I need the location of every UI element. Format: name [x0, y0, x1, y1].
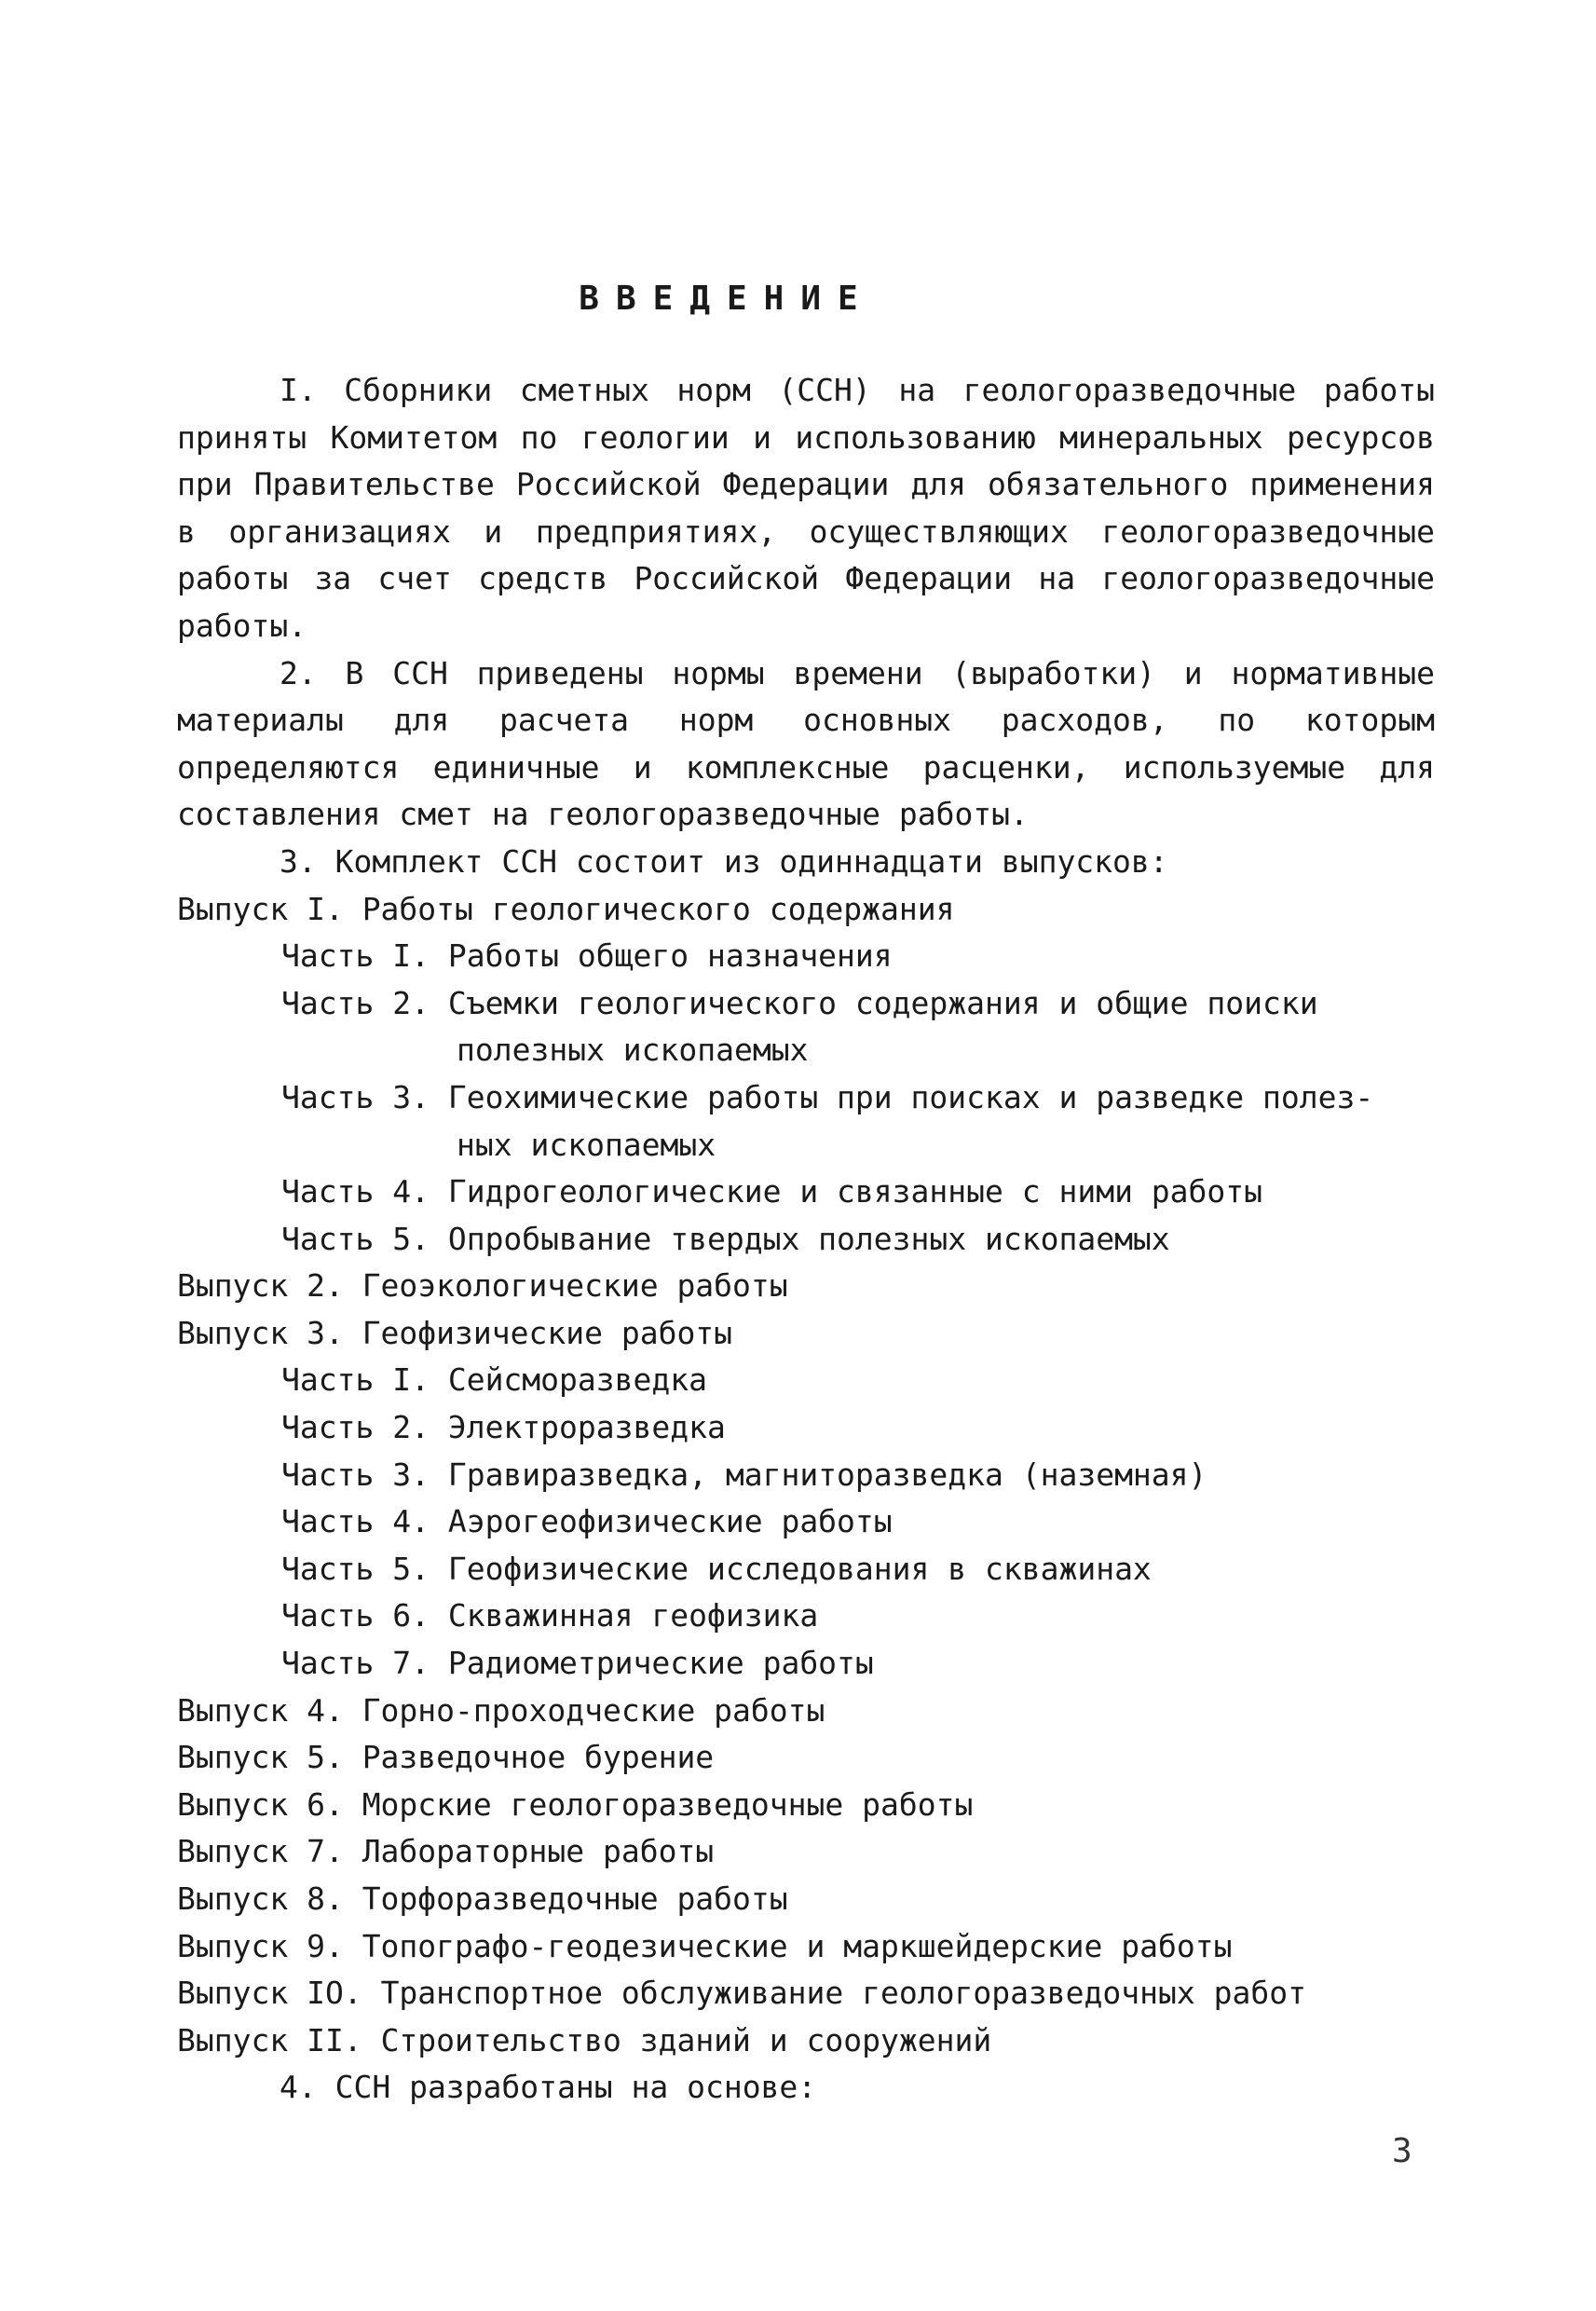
item-label: Выпуск 3. [177, 1314, 344, 1351]
item-title: Геоэкологические работы [361, 1267, 788, 1305]
item-label: Часть 4. [281, 1173, 430, 1210]
paragraph-1: I. Сборники сметных норм (ССН) на геологоразведочные работы приняты Комитетом по геологии и использованию минеральных ресурсов при Правительстве Российской Федерации для обязательного применения в организациях и предприятиях, осуществляющих геологоразведочные работы за счет средств Российской Федерации на геологоразведочные работы. [177, 372, 1435, 644]
item-title: Разведочное бурение [361, 1739, 715, 1776]
item-label: Выпуск II. [177, 2021, 362, 2058]
item-title: Строительство зданий и сооружений [380, 2021, 992, 2058]
item-label: Часть 5. [281, 1220, 430, 1257]
issue-item [177, 1970, 1435, 2017]
item-title: Работы геологического содержания [361, 890, 955, 927]
part-item [177, 1452, 1435, 1499]
item-label: Часть 3. [281, 1078, 430, 1115]
item-title: Геофизические работы [361, 1314, 733, 1351]
part-item [177, 980, 1435, 1028]
item-title: Работы общего назначения [447, 937, 893, 975]
item-label: Выпуск 9. [177, 1927, 344, 1964]
page-number: 3 [1392, 2132, 1412, 2170]
part-item [177, 1074, 1435, 1122]
item-label: Выпуск IO. [177, 1975, 362, 2012]
item-label: Часть 4. [281, 1503, 430, 1540]
item-label: Часть 2. [281, 984, 430, 1021]
item-label: Часть 7. [281, 1645, 430, 1682]
issue-item [177, 1734, 1435, 1782]
issue-item [177, 2017, 1435, 2065]
item-title: Гравиразведка, магниторазведка (наземная) [447, 1456, 1207, 1493]
item-title: Топографо-геодезические и маркшейдерские работы [361, 1927, 1233, 1964]
item-title: Аэрогеофизические работы [447, 1503, 893, 1540]
item-title: Сейсморазведка [447, 1361, 707, 1399]
item-title: Гидрогеологические и связанные с ними работы [447, 1173, 1263, 1210]
issue-item [177, 886, 1435, 934]
item-title: Электроразведка [447, 1409, 726, 1446]
part-item [177, 1640, 1435, 1688]
part-item [177, 933, 1435, 980]
item-label: Часть I. [281, 1361, 430, 1399]
part-item [177, 1357, 1435, 1404]
item-label: Выпуск 7. [177, 1833, 344, 1870]
item-title-continuation: полезных ископаемых [457, 1032, 809, 1069]
item-title: Горно-проходческие работы [361, 1691, 825, 1729]
item-title: Съемки геологического содержания и общие поиски [447, 984, 1318, 1021]
item-label: Выпуск 4. [177, 1691, 344, 1729]
item-title: Морские геологоразведочные работы [361, 1785, 974, 1823]
item-label: Выпуск 8. [177, 1880, 344, 1917]
item-label: Часть 6. [281, 1597, 430, 1634]
item-label: Часть 2. [281, 1409, 430, 1446]
item-label: Выпуск 2. [177, 1267, 344, 1305]
item-label: Часть I. [281, 937, 430, 975]
paragraph-2: 2. В ССН приведены нормы времени (выработки) и нормативные материалы для расчета норм основных расходов, по которым определяются единичные и комплексные расценки, используемые для составления смет на геологоразведочные работы. [177, 654, 1435, 833]
body-text [177, 367, 1435, 2112]
item-title: Геохимические работы при поисках и разведке полез- [447, 1078, 1374, 1115]
part-item [177, 1404, 1435, 1452]
item-title: Торфоразведочные работы [361, 1880, 788, 1917]
item-title: Геофизические исследования в скважинах [447, 1550, 1152, 1587]
item-label: Выпуск I. [177, 890, 344, 927]
item-label: Выпуск 6. [177, 1785, 344, 1823]
part-item [177, 1498, 1435, 1546]
item-title-continuation: ных ископаемых [457, 1126, 716, 1163]
item-title: Транспортное обслуживание геологоразведочных работ [380, 1975, 1306, 2012]
item-title: Радиометрические работы [447, 1645, 874, 1682]
paragraph-3: 3. Комплект ССН состоит из одиннадцати выпусков: [280, 842, 1168, 880]
item-label: Часть 5. [281, 1550, 430, 1587]
item-title: Лабораторные работы [361, 1833, 715, 1870]
part-item [177, 1216, 1435, 1264]
issue-item [177, 1828, 1435, 1876]
item-label: Выпуск 5. [177, 1739, 344, 1776]
page-title: ВВЕДЕНИЕ [579, 280, 875, 318]
item-label: Часть 3. [281, 1456, 430, 1493]
issue-item [177, 1782, 1435, 1829]
item-title: Опробывание твердых полезных ископаемых [447, 1220, 1170, 1257]
issue-item [177, 1310, 1435, 1358]
issue-item [177, 1688, 1435, 1735]
part-item [177, 1546, 1435, 1593]
issues-list [177, 886, 1435, 2065]
paragraph-4: 4. ССН разработаны на основе: [280, 2069, 817, 2106]
issue-item [177, 1876, 1435, 1923]
issue-item [177, 1263, 1435, 1310]
issue-item [177, 1923, 1435, 1971]
part-item [177, 1593, 1435, 1640]
item-title: Скважинная геофизика [447, 1597, 819, 1634]
part-item [177, 1169, 1435, 1216]
